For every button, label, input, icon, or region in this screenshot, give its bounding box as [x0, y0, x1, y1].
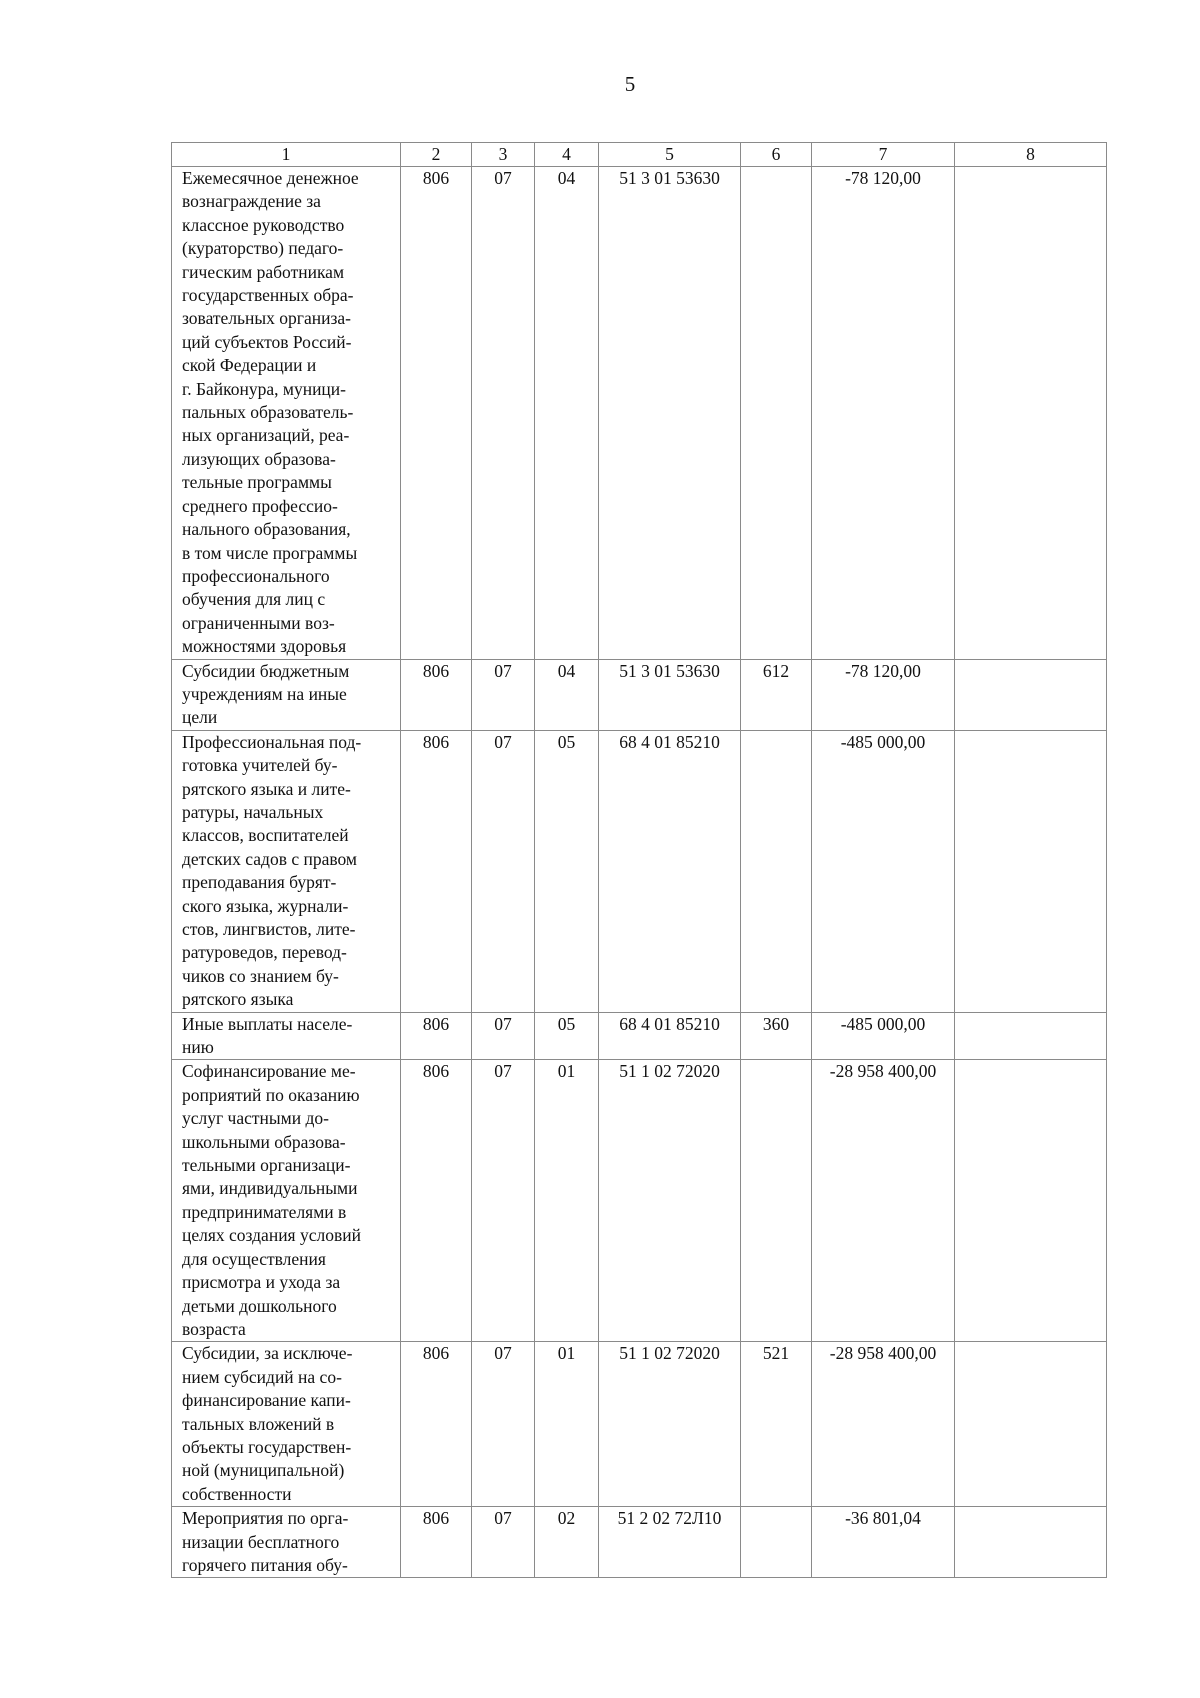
- table-row: [172, 730, 1107, 1012]
- item-name-line: Профессиональная под-: [182, 731, 362, 752]
- item-name-line: нию: [182, 1037, 214, 1058]
- item-name-cell: [172, 730, 401, 1012]
- item-name-line: объекты государствен-: [182, 1436, 352, 1457]
- expense-type-code-cell: 521: [741, 1342, 812, 1507]
- target-article-code-cell: 51 1 02 72020: [599, 1342, 741, 1507]
- section-code-cell: 07: [472, 659, 535, 730]
- item-name-line: преподавания бурят-: [182, 872, 337, 893]
- expense-type-code-cell: [741, 1060, 812, 1342]
- item-name-cell: [172, 1342, 401, 1507]
- amount-cell: -485 000,00: [812, 730, 955, 1012]
- extra-cell: [955, 1060, 1107, 1342]
- item-name-line: для осуществления: [182, 1248, 326, 1269]
- table-row: [172, 1012, 1107, 1060]
- expense-type-code-cell: [741, 1507, 812, 1578]
- item-name-line: классное руководство: [182, 214, 345, 235]
- item-name-line: роприятий по оказанию: [182, 1084, 360, 1105]
- item-name-line: вознаграждение за: [182, 191, 321, 212]
- item-name-line: Субсидии, за исключе-: [182, 1343, 353, 1364]
- extra-cell: [955, 1507, 1107, 1578]
- item-name-line: низации бесплатного: [182, 1531, 340, 1552]
- item-name-cell: [172, 1060, 401, 1342]
- section-code-cell: 07: [472, 167, 535, 660]
- item-name-line: Мероприятия по орга-: [182, 1508, 349, 1529]
- item-name-line: ской Федерации и: [182, 355, 317, 376]
- amount-cell: -78 120,00: [812, 659, 955, 730]
- column-header-7: 7: [812, 143, 955, 167]
- amount-cell: -485 000,00: [812, 1012, 955, 1060]
- item-name-line: Субсидии бюджетным: [182, 660, 350, 681]
- item-name-line: ций субъектов Россий-: [182, 331, 352, 352]
- subsection-code-cell: 05: [535, 730, 599, 1012]
- item-name-line: ной (муниципальной): [182, 1460, 345, 1481]
- item-name-line: можностями здоровья: [182, 636, 347, 657]
- column-header-8: 8: [955, 143, 1107, 167]
- item-name-line: лизующих образова-: [182, 448, 336, 469]
- item-name-line: среднего профессио-: [182, 495, 338, 516]
- table-header: [172, 143, 1107, 167]
- item-name-line: детьми дошкольного: [182, 1295, 337, 1316]
- expense-type-code-cell: 612: [741, 659, 812, 730]
- item-name-line: Софинансирование ме-: [182, 1061, 356, 1082]
- table-body: [172, 167, 1107, 1578]
- item-name-line: рятского языка: [182, 989, 294, 1010]
- column-header-1: 1: [172, 143, 401, 167]
- table-row: [172, 1342, 1107, 1507]
- extra-cell: [955, 730, 1107, 1012]
- extra-cell: [955, 659, 1107, 730]
- item-name-cell: [172, 167, 401, 660]
- item-name-line: собственности: [182, 1483, 292, 1504]
- subsection-code-cell: 02: [535, 1507, 599, 1578]
- item-name-line: тельные программы: [182, 472, 332, 493]
- item-name-line: ных организаций, реа-: [182, 425, 350, 446]
- subsection-code-cell: 01: [535, 1342, 599, 1507]
- table-row: [172, 1507, 1107, 1578]
- item-name-line: готовка учителей бу-: [182, 755, 338, 776]
- column-header-5: 5: [599, 143, 741, 167]
- amount-cell: -28 958 400,00: [812, 1342, 955, 1507]
- chapter-code-cell: 806: [401, 730, 472, 1012]
- chapter-code-cell: 806: [401, 167, 472, 660]
- item-name-cell: [172, 1507, 401, 1578]
- item-name-line: стов, лингвистов, лите-: [182, 919, 356, 939]
- item-name-line: (кураторство) педаго-: [182, 238, 344, 259]
- item-name-line: предпринимателями в: [182, 1201, 347, 1222]
- subsection-code-cell: 05: [535, 1012, 599, 1060]
- target-article-code-cell: 51 2 02 72Л10: [599, 1507, 741, 1578]
- item-name-line: ратуры, начальных: [182, 801, 324, 822]
- item-name-line: классов, воспитателей: [182, 825, 349, 846]
- item-name-line: услуг частными до-: [182, 1108, 329, 1129]
- item-name-line: ограниченными воз-: [182, 612, 335, 633]
- column-header-6: 6: [741, 143, 812, 167]
- item-name-line: г. Байконура, муници-: [182, 378, 346, 399]
- item-name-line: нального образования,: [182, 519, 351, 540]
- chapter-code-cell: 806: [401, 1060, 472, 1342]
- item-name-line: гическим работникам: [182, 261, 345, 282]
- target-article-code-cell: 51 1 02 72020: [599, 1060, 741, 1342]
- item-name-line: рятского языка и лите-: [182, 778, 351, 799]
- item-name-line: Ежемесячное денежное: [182, 168, 359, 188]
- chapter-code-cell: 806: [401, 1507, 472, 1578]
- budget-table: [171, 142, 1107, 1578]
- column-header-4: 4: [535, 143, 599, 167]
- header-row: [172, 143, 1107, 167]
- item-name-line: обучения для лиц с: [182, 589, 326, 610]
- target-article-code-cell: 68 4 01 85210: [599, 730, 741, 1012]
- subsection-code-cell: 04: [535, 167, 599, 660]
- item-name-line: тельными организаци-: [182, 1155, 351, 1176]
- item-name-line: ями, индивидуальными: [182, 1178, 358, 1199]
- target-article-code-cell: 68 4 01 85210: [599, 1012, 741, 1060]
- item-name-line: нием субсидий на со-: [182, 1366, 342, 1387]
- item-name-line: зовательных организа-: [182, 308, 351, 329]
- item-name-line: профессионального: [182, 565, 330, 586]
- item-name-line: Иные выплаты населе-: [182, 1013, 353, 1034]
- expense-type-code-cell: [741, 167, 812, 660]
- subsection-code-cell: 04: [535, 659, 599, 730]
- item-name-line: учреждениям на иные: [182, 683, 347, 704]
- chapter-code-cell: 806: [401, 659, 472, 730]
- item-name-line: школьными образова-: [182, 1131, 346, 1152]
- amount-cell: -78 120,00: [812, 167, 955, 660]
- column-header-2: 2: [401, 143, 472, 167]
- extra-cell: [955, 167, 1107, 660]
- item-name-cell: [172, 659, 401, 730]
- item-name-line: тальных вложений в: [182, 1413, 335, 1434]
- item-name-line: возраста: [182, 1318, 246, 1339]
- item-name-line: присмотра и ухода за: [182, 1272, 341, 1293]
- target-article-code-cell: 51 3 01 53630: [599, 659, 741, 730]
- item-name-line: горячего питания обу-: [182, 1554, 348, 1575]
- chapter-code-cell: 806: [401, 1012, 472, 1060]
- table-row: [172, 659, 1107, 730]
- expense-type-code-cell: [741, 730, 812, 1012]
- expense-type-code-cell: 360: [741, 1012, 812, 1060]
- item-name-line: целях создания условий: [182, 1225, 361, 1246]
- section-code-cell: 07: [472, 1507, 535, 1578]
- extra-cell: [955, 1342, 1107, 1507]
- item-name-line: финансирование капи-: [182, 1390, 351, 1411]
- item-name-line: ского языка, журнали-: [182, 895, 349, 916]
- table-row: [172, 167, 1107, 660]
- table-row: [172, 1060, 1107, 1342]
- subsection-code-cell: 01: [535, 1060, 599, 1342]
- page-number: 5: [624, 72, 636, 96]
- item-name-line: чиков со знанием бу-: [182, 965, 339, 986]
- extra-cell: [955, 1012, 1107, 1060]
- section-code-cell: 07: [472, 730, 535, 1012]
- item-name-line: цели: [182, 707, 218, 728]
- item-name-line: детских садов с правом: [182, 848, 357, 869]
- chapter-code-cell: 806: [401, 1342, 472, 1507]
- item-name-cell: [172, 1012, 401, 1060]
- item-name-line: ратуроведов, перевод-: [182, 942, 347, 963]
- target-article-code-cell: 51 3 01 53630: [599, 167, 741, 660]
- section-code-cell: 07: [472, 1060, 535, 1342]
- section-code-cell: 07: [472, 1012, 535, 1060]
- item-name-line: пальных образователь-: [182, 402, 354, 423]
- item-name-line: в том числе программы: [182, 542, 358, 563]
- column-header-3: 3: [472, 143, 535, 167]
- item-name-line: государственных обра-: [182, 285, 354, 306]
- amount-cell: -36 801,04: [812, 1507, 955, 1578]
- section-code-cell: 07: [472, 1342, 535, 1507]
- amount-cell: -28 958 400,00: [812, 1060, 955, 1342]
